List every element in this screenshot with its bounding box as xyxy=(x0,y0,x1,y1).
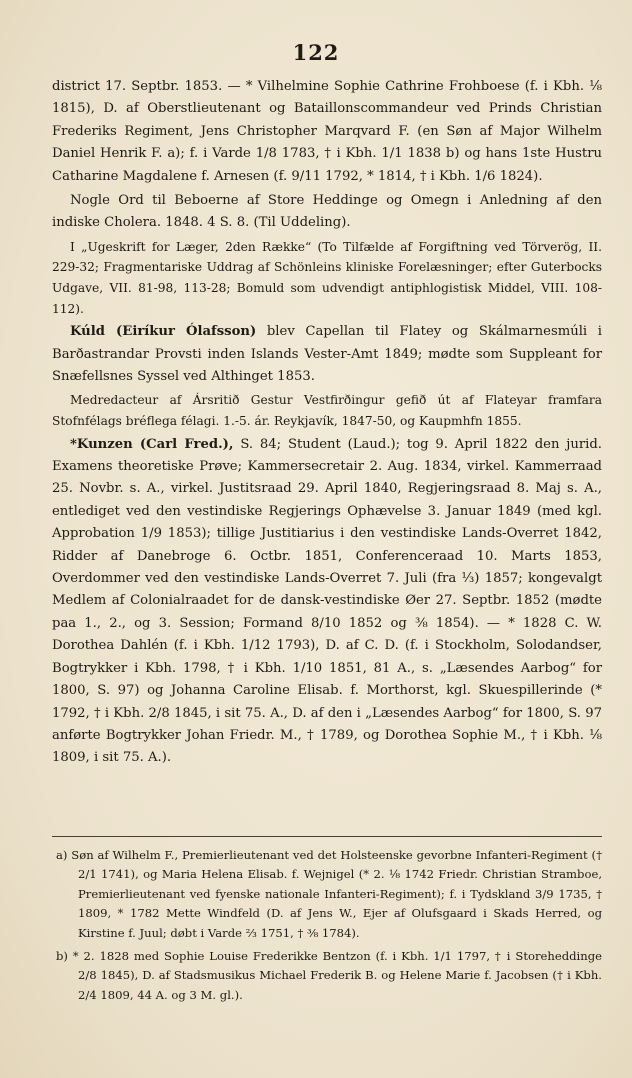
footnotes xyxy=(52,846,602,1009)
entry-kuld xyxy=(52,321,602,388)
paragraph-text: S. 84; Student (Laud.); tog 9. April 1822 den jurid. Examens theoretiske Prøve; Kammersecretair 2. Aug. 1834, virkel. Kammerraad 25. Novbr. s. A., virkel. Justitsraad 29. April 1840, Regjeringsraad 8. Maj s. A., entlediget ved den vestindiske Regjerings Ophævelse 3. Januar 1849 (med kgl. Approbation 1/9 1853); tillige Justitiarius i den vestindiske Lands-Overret 1842, Ridder af Danebroge 6. Octbr. 1851, Conferenceraad 10. Marts 1853, Overdommer ved den vestindiske Lands-Overret 7. Juli (fra ⅓) 1857; kongevalgt Medlem af Colonialraadet for de dansk-vestindiske Øer 27. Septbr. 1852 (mødte paa 1., 2., og 3. Session; Formand 8/10 1852 og ⅜ 1854). — * 1828 C. W. Dorothea Dahlén (f. i Kbh. 1/12 1793), D. af C. D. (f. i Stockholm, Solodandser, Bogtrykker i Kbh. 1798, † i Kbh. 1/10 1851, 81 A., s. „Læsendes Aarbog“ for 1800, S. 97) og Johanna Caroline Elisab. f. Morthorst, kgl. Skuespillerinde (* 1792, † i Kbh. 2/8 1845, i sit 75. A., D. af den i „Læsendes Aarbog“ for 1800, S. 97 anførte Bogtrykker Johan Friedr. M., † 1789, og Dorothea Sophie M., † i Kbh. ⅛ 1809, i sit 75. A.). xyxy=(52,436,602,766)
paragraph-ugeskrift xyxy=(52,237,602,319)
footnote-a xyxy=(52,846,602,943)
footnote-text: * 2. 1828 med Sophie Louise Frederikke Bentzon (f. i Kbh. 1/1 1797, † i Storeheddinge 2/8 1845), D. af Stadsmusikus Michael Frederik B. og Helene Marie f. Jacobsen († i Kbh. 2/4 1809, 44 A. og 3 M. gl.). xyxy=(72,949,602,1002)
footnote-divider xyxy=(52,836,602,837)
entry-heading: Kúld (Eiríkur Ólafsson) xyxy=(70,324,257,340)
footnote-text: Søn af Wilhelm F., Premierlieutenant ved det Holsteenske gevorbne Infanteri-Regiment († 2/1 1741), og Maria Helena Elisab. f. Wejnigel (* 2. ⅛ 1742 Friedr. Christian Stramboe, Premierlieutenant ved fyenske nationale Infanteri-Regiment); f. i Tydskland 3/9 1735, † 1809, * 1782 Mette Windfeld (D. af Jens W., Ejer af Olufsgaard i Skads Herred, og Kirstine f. Juul; døbt i Varde ⅔ 1751, † ⅜ 1784). xyxy=(71,848,602,940)
entry-heading: *Kunzen (Carl Fred.), xyxy=(70,436,234,452)
footnote-b xyxy=(52,947,602,1005)
footnote-label: a) xyxy=(56,848,68,862)
footnote-label: b) xyxy=(56,949,68,964)
paragraph-frohboese-entry xyxy=(52,76,602,188)
paragraph-text: I „Ugeskrift for Læger, 2den Række“ (To Tilfælde af Forgiftning ved Törverög, II. 229-32; Fragmentariske Uddrag af Schönleins kliniske Forelæsninger; efter Guterbocks Udgave, VII. 81-98, 113-28; Bomuld som udvendigt antiphlogistisk Middel, VIII. 108-112). xyxy=(52,239,602,316)
paragraph-medredacteur xyxy=(52,390,602,431)
paragraph-text: blev Capellan til Flatey og Skálmarnesmúli i Barðastrandar Provsti inden Islands Vester-Amt 1849; mødte som Suppleant for Snæfellsnes Syssel ved Althinget 1853. xyxy=(52,324,603,385)
entry-kunzen xyxy=(52,434,602,770)
main-text xyxy=(52,76,602,772)
paragraph-text: district 17. Septbr. 1853. — * Vilhelmine Sophie Cathrine Frohboese (f. i Kbh. ⅛ 1815), D. af Oberstlieutenant og Bataillonscommandeur ved Prinds Christian Frederiks Regiment, Jens Christopher Marqvard F. (en Søn af Major Wilhelm Daniel Henrik F. a); f. i Varde 1/8 1783, † i Kbh. 1/1 1838 b) og hans 1ste Hustru Catharine Magdalene f. Arnesen (f. 9/11 1792, * 1814, † i Kbh. 1/6 1824). xyxy=(52,79,602,184)
paragraph-cholera-pamphlet xyxy=(52,190,602,235)
paragraph-text: Medredacteur af Ársritið Gestur Vestfirðingur gefið út af Flateyar framfara Stofnfélags bréflega félagi. 1.-5. ár. Reykjavík, 1847-50, og Kaupmhfn 1855. xyxy=(52,393,602,429)
page-number: 122 xyxy=(292,40,340,65)
paragraph-text: Nogle Ord til Beboerne af Store Heddinge og Omegn i Anledning af den indiske Cholera. 1848. 4 S. 8. (Til Uddeling). xyxy=(52,193,602,231)
